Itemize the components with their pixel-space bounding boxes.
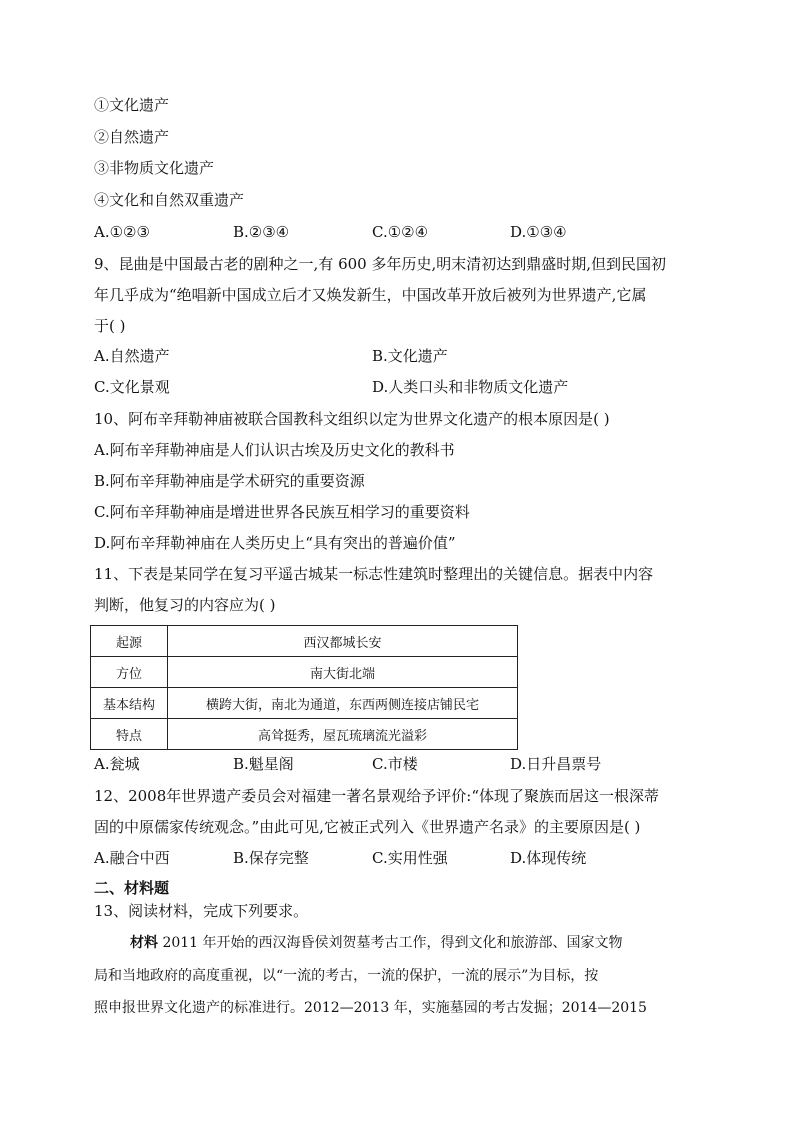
q11-answer-d[interactable]: D.日升昌票号 <box>510 755 602 773</box>
section-title: 二、材料题 <box>94 879 170 897</box>
table-value-cell: 横跨大街，南北为通道，东西两侧连接店铺民宅 <box>168 688 518 719</box>
table-row <box>91 626 518 657</box>
table-key-cell: 特点 <box>91 719 168 750</box>
table-key-cell: 起源 <box>91 626 168 657</box>
material-line: 照申报世界文化遗产的标准进行。2012—2013 年，实施墓园的考古发掘；2014—2015 <box>94 1000 647 1016</box>
option-list-item: ①文化遗产 <box>94 96 170 114</box>
q10-answer-b[interactable]: B.阿布辛拜勒神庙是学术研究的重要资源 <box>94 472 365 490</box>
q11-answer-a[interactable]: A.瓮城 <box>94 755 140 773</box>
table-value-cell: 高耸挺秀，屋瓦琉璃流光溢彩 <box>168 719 518 750</box>
option-list-item: ③非物质文化遗产 <box>94 159 215 177</box>
q9-stem-line: 于( ) <box>94 317 126 335</box>
q10-answer-d[interactable]: D.阿布辛拜勒神庙在人类历史上“具有突出的普遍价值” <box>94 534 456 552</box>
q11-stem-line: 11、下表是某同学在复习平遥古城某一标志性建筑时整理出的关键信息。据表中内容 <box>94 565 654 583</box>
q9-answer-a[interactable]: A.自然遗产 <box>94 347 170 365</box>
q12-answer-c[interactable]: C.实用性强 <box>372 849 448 867</box>
q8-answer-c[interactable]: C.①②④ <box>372 223 429 241</box>
q9-stem-line: 年几乎成为“绝唱新中国成立后才又焕发新生，中国改革开放后被列为世界遗产,它属 <box>94 286 647 304</box>
q9-answer-b[interactable]: B.文化遗产 <box>372 347 448 365</box>
table-key-cell: 方位 <box>91 657 168 688</box>
table-key-cell: 基本结构 <box>91 688 168 719</box>
q11-info-table <box>90 625 518 750</box>
table-row <box>91 657 518 688</box>
table-value-cell: 南大街北端 <box>168 657 518 688</box>
q8-answer-a[interactable]: A.①②③ <box>94 223 150 241</box>
material-label: 材料 <box>130 935 158 951</box>
q11-stem-line: 判断，他复习的内容应为( ) <box>94 596 276 614</box>
q10-stem: 10、阿布辛拜勒神庙被联合国教科文组织以定为世界文化遗产的根本原因是( ) <box>94 410 610 428</box>
material-line: 2011 年开始的西汉海昏侯刘贺墓考古工作，得到文化和旅游部、国家文物 <box>158 935 623 951</box>
q12-answer-d[interactable]: D.体现传统 <box>510 849 587 867</box>
q8-answer-b[interactable]: B.②③④ <box>233 223 290 241</box>
q12-stem-line: 12、2008年世界遗产委员会对福建一著名景观给予评价:“体现了聚族而居这一根深蒂 <box>94 787 659 805</box>
q12-answer-a[interactable]: A.融合中西 <box>94 849 170 867</box>
table-row <box>91 719 518 750</box>
q9-stem-line: 9、昆曲是中国最古老的剧种之一,有 600 多年历史,明末清初达到鼎盛时期,但到民国初 <box>94 255 667 273</box>
q9-answer-d[interactable]: D.人类口头和非物质文化遗产 <box>372 378 569 396</box>
option-list-item: ②自然遗产 <box>94 128 170 146</box>
q11-answer-c[interactable]: C.市楼 <box>372 755 418 773</box>
q12-answer-b[interactable]: B.保存完整 <box>233 849 309 867</box>
q10-answer-a[interactable]: A.阿布辛拜勒神庙是人们认识古埃及历史文化的教科书 <box>94 441 455 459</box>
q12-stem-line: 固的中原儒家传统观念。”由此可见,它被正式列入《世界遗产名录》的主要原因是( ) <box>94 818 641 836</box>
material-line: 局和当地政府的高度重视，以“一流的考古，一流的保护，一流的展示”为目标，按 <box>94 968 599 984</box>
q8-answer-d[interactable]: D.①③④ <box>510 223 567 241</box>
table-value-cell: 西汉都城长安 <box>168 626 518 657</box>
material-paragraph <box>94 933 694 953</box>
q10-answer-c[interactable]: C.阿布辛拜勒神庙是增进世界各民族互相学习的重要资料 <box>94 503 470 521</box>
q9-answer-c[interactable]: C.文化景观 <box>94 378 170 396</box>
q13-stem: 13、阅读材料，完成下列要求。 <box>94 902 309 920</box>
table-row <box>91 688 518 719</box>
option-list-item: ④文化和自然双重遗产 <box>94 191 245 209</box>
q11-answer-b[interactable]: B.魁星阁 <box>233 755 294 773</box>
